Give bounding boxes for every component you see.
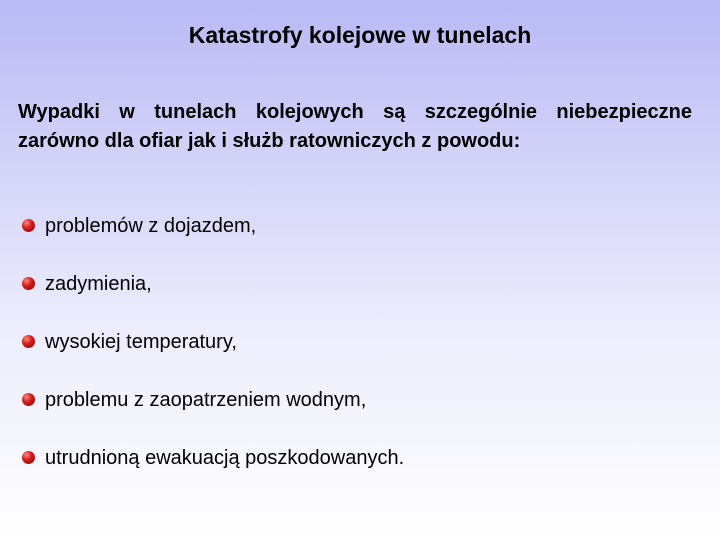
bullet-icon [22,277,35,290]
bullet-text: utrudnioną ewakuacją poszkodowanych. [45,447,405,469]
bullet-text: problemu z zaopatrzeniem wodnym, [45,389,367,411]
bullet-list [22,212,404,502]
list-item [22,444,404,502]
bullet-text: wysokiej temperatury, [45,331,237,353]
bullet-icon [22,393,35,406]
intro-paragraph: Wypadki w tunelach kolejowych są szczególnie niebezpieczne zarówno dla ofiar jak i służb ratowniczych z powodu: [18,101,692,152]
bullet-icon [22,335,35,348]
bullet-text: zadymienia, [45,273,152,295]
bullet-text: problemów z dojazdem, [45,215,257,237]
list-item [22,212,404,270]
slide-title: Katastrofy kolejowe w tunelach [188,22,532,48]
list-item [22,328,404,386]
list-item [22,386,404,444]
bullet-icon [22,219,35,232]
list-item [22,270,404,328]
bullet-icon [22,451,35,464]
